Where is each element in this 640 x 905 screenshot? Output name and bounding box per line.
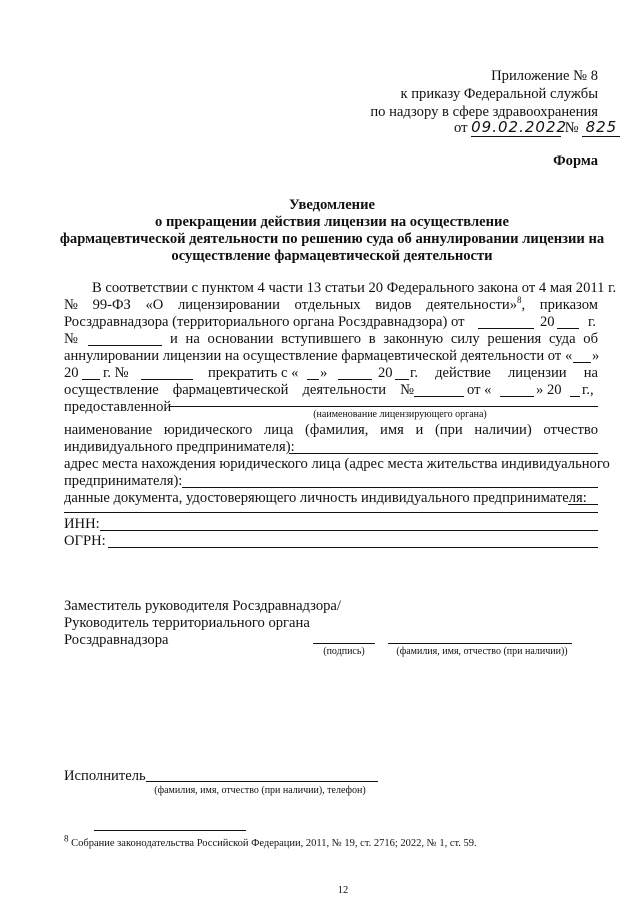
entity-name-line <box>289 453 598 454</box>
caption-executor: (фамилия, имя, отчество (при наличии), телефон) <box>154 785 366 796</box>
body-line-2 <box>64 297 598 314</box>
blank-year-line <box>570 396 580 397</box>
text-fragment: предоставленной <box>64 399 172 415</box>
signature-line <box>313 643 375 644</box>
text-fragment: , <box>521 297 526 313</box>
executor-label: Исполнитель <box>64 768 146 784</box>
licensing-authority-line <box>170 406 598 407</box>
blank-number-line <box>88 345 162 346</box>
text-fragment: г., <box>582 382 594 398</box>
body-line-6-end <box>410 365 598 382</box>
text-fragment: «О <box>145 297 164 313</box>
text-fragment: » <box>320 365 328 381</box>
text-fragment: № <box>64 297 78 313</box>
text-fragment: аннулировании лицензии на осуществление фармацевтической деятельности от « <box>64 348 573 364</box>
text-fragment: от « <box>467 382 492 398</box>
text-fragment: предпринимателя): <box>64 473 183 489</box>
text-fragment: прекратить с « <box>208 365 299 381</box>
text-fragment: лицензировании <box>177 297 280 313</box>
ogrn-line <box>108 547 598 548</box>
text-fragment: 20 <box>64 365 79 381</box>
order-date-row <box>454 119 620 137</box>
title-line-2: о прекращении действия лицензии на осуществление <box>155 214 509 230</box>
order-number-handwritten: 825 <box>582 119 620 137</box>
blank-date-line <box>478 328 534 329</box>
blank-year-line <box>82 379 100 380</box>
text-fragment: приказом <box>539 297 598 313</box>
id-document-line <box>64 512 598 513</box>
body-line-1: В соответствии с пунктом 4 части 13 статьи 20 Федерального закона от 4 мая 2011 г. <box>92 280 617 296</box>
blank-month-line <box>338 379 372 380</box>
text-fragment: данные документа, удостоверяющего личность индивидуального предпринимателя: <box>64 490 587 506</box>
text-fragment: и на основании вступившего в законную силу решения суда об <box>170 331 598 347</box>
text-fragment: отдельных <box>294 297 361 313</box>
footnote-ref: 8 <box>517 295 522 306</box>
caption-licensing-authority: (наименование лицензирующего органа) <box>313 409 487 420</box>
ogrn-label: ОГРН: <box>64 533 106 549</box>
text-fragment: деятельности» <box>426 297 518 313</box>
footnote <box>64 833 477 850</box>
text-fragment: видов <box>375 297 412 313</box>
address-line <box>182 487 598 488</box>
blank-day-line <box>500 396 534 397</box>
blank-license-number-line <box>414 396 464 397</box>
blank-number-line <box>141 379 193 380</box>
inn-label: ИНН: <box>64 516 100 532</box>
text-fragment: Росздравнадзора (территориального органа Росздравнадзора) от <box>64 314 465 330</box>
order-line: к приказу Федеральной службы <box>400 86 598 102</box>
appendix-label: Приложение № 8 <box>491 68 598 84</box>
body-line-9 <box>64 422 598 439</box>
footnote-text: Собрание законодательства Российской Федерации, 2011, № 19, ст. 2716; 2022, № 1, ст. 59. <box>71 838 477 849</box>
title-line-1: Уведомление <box>289 197 375 213</box>
body-line-4 <box>170 331 598 348</box>
blank-day-line <box>573 362 591 363</box>
number-prefix: № <box>564 120 579 136</box>
text-fragment: наименование юридического лица (фамилия, имя и (при наличии) отчество <box>64 422 598 438</box>
body-line-7 <box>64 382 414 399</box>
text-fragment: г. действие лицензии на <box>410 365 598 381</box>
text-fragment: » <box>592 348 600 364</box>
text-fragment: 99-ФЗ <box>92 297 131 313</box>
footnote-separator <box>94 830 246 831</box>
text-fragment: 20 <box>540 314 555 330</box>
caption-signatory-name: (фамилия, имя, отчество (при наличии)) <box>396 646 568 657</box>
text-fragment: № <box>64 331 78 347</box>
text-fragment: г. <box>588 314 596 330</box>
form-label: Форма <box>553 153 598 169</box>
date-prefix: от <box>454 120 468 136</box>
footnote-mark: 8 <box>64 833 69 844</box>
blank-day-line <box>307 379 319 380</box>
signatory-name-line <box>388 643 572 644</box>
text-fragment: осуществление фармацевтической деятельности № <box>64 382 414 398</box>
signatory-line-3: Росздравнадзора <box>64 632 169 648</box>
service-line: по надзору в сфере здравоохранения <box>370 104 598 120</box>
order-date-handwritten: 09.02.2022 <box>471 118 568 136</box>
signatory-line-2: Руководитель территориального органа <box>64 615 310 631</box>
signatory-line-1: Заместитель руководителя Росздравнадзора/ <box>64 598 341 614</box>
blank-year-line <box>395 379 409 380</box>
text-fragment: г. № <box>103 365 129 381</box>
text-fragment: 20 <box>378 365 393 381</box>
body-line-11 <box>64 456 610 473</box>
id-document-line-end <box>568 504 598 505</box>
executor-line <box>146 781 378 782</box>
page-number: 12 <box>337 885 349 896</box>
law-reference <box>426 297 525 314</box>
title-line-4: осуществление фармацевтической деятельности <box>171 248 493 264</box>
blank-year-line <box>557 328 579 329</box>
text-fragment: индивидуального предпринимателя): <box>64 439 295 455</box>
text-fragment: » 20 <box>536 382 562 398</box>
caption-signature: (подпись) <box>323 646 365 657</box>
title-line-3: фармацевтической деятельности по решению суда об аннулировании лицензии на <box>59 231 605 247</box>
text-fragment: адрес места нахождения юридического лица (адрес места жительства индивидуального <box>64 456 610 472</box>
body-line-3 <box>64 314 465 331</box>
inn-line <box>100 530 598 531</box>
